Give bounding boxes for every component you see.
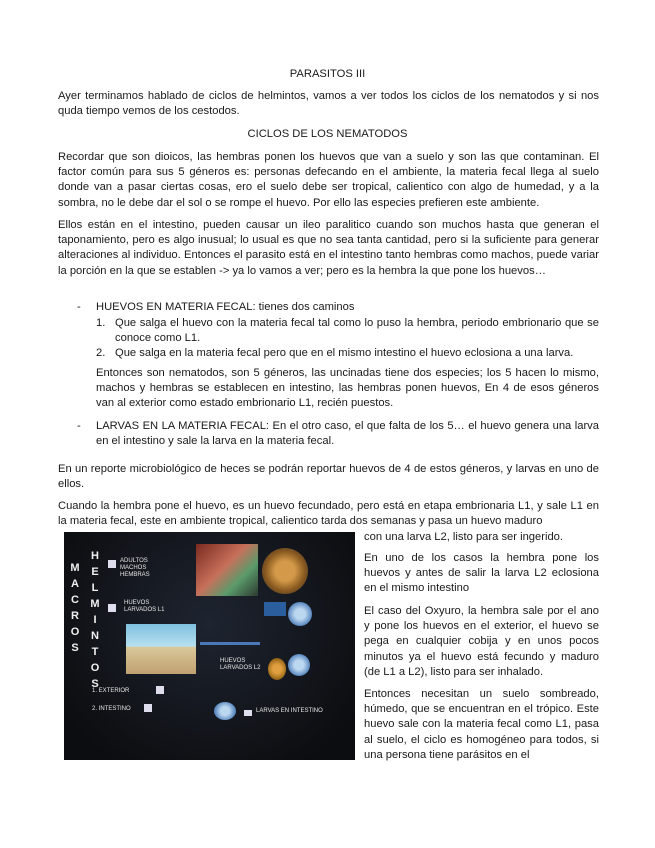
sublist-number: 1. [96, 317, 106, 329]
slide-label-adultos: ADULTOS MACHOS HEMBRAS [120, 558, 150, 578]
infinity-icon [214, 702, 236, 720]
infinity-icon [288, 654, 310, 676]
section-title: CICLOS DE LOS NEMATODOS [247, 128, 408, 140]
arrow-icon [144, 704, 152, 712]
worm-photo [196, 544, 258, 596]
list-note: Entonces son nematodos, son 5 géneros, las uncinadas tiene dos especies; los 5 hacen lo mismo, machos y hembras se establecen en intestino, las hembras ponen huevos, En 4 de esos géneros van al exterior como estado embrionario L1, recién puestos. [96, 367, 599, 410]
larva-egg-icon [268, 658, 286, 680]
connector-line [200, 642, 260, 645]
slide-letter: L [91, 582, 99, 594]
slide-letter: M [70, 562, 80, 574]
slide-letter: S [91, 678, 99, 690]
sublist-number: 2. [96, 347, 106, 359]
slide-letter: T [91, 646, 99, 658]
bullet-dash: - [77, 420, 81, 432]
paragraph-reporte [58, 462, 599, 492]
child-illustration [126, 624, 196, 674]
paragraph-suelo: Entonces necesitan un suelo sombreado, húmedo, que se encuentran en el trópico. Este huevo sale con la materia fecal como L1, pasa al suelo, el ciclo es homogéneo para todos, si una persona tiene parásitos en el [364, 688, 599, 761]
slide-letter: C [71, 594, 79, 606]
slide-letter: A [71, 578, 79, 590]
paragraph-dioicos: Recordar que son dioicos, las hembras ponen los huevos que van a suelo y son las que contaminan. El factor común para sus 5 géneros es: personas defecando en el ambiente, la materia fecal llega al suelo donde van a pasar ciertas cosas, ero el suelo debe ser tropical, calientico con algo de humedad, y a la sombra, no le debe dar el sol o se rompe el huevo. Por ello las especies prefieren este ambiente. [58, 151, 599, 209]
slide-label-2: 2. INTESTINO [92, 706, 131, 712]
slide-label-huevos: HUEVOS LARVADOS L1 [124, 600, 165, 613]
slide-label-huevos-l2: HUEVOS LARVADOS L2 [220, 658, 261, 671]
sublist-item: Que salga el huevo con la materia fecal tal como lo puso la hembra, periodo embrionario que se conoce como L1. [115, 317, 599, 345]
infinity-icon [288, 602, 312, 626]
slide-letter: E [91, 566, 99, 578]
slide-label-bottom: LARVAS EN INTESTINO [256, 708, 323, 714]
paragraph-caso-larva: En uno de los casos la hembra pone los huevos y antes de salir la larva L2 eclosiona en el mismo intestino [364, 552, 599, 595]
paragraph-intestino: Ellos están en el intestino, pueden causar un ileo paralitico cuando son muchos hasta que generan el taponamiento, pero es algo inusual; lo usual es que no sea tanta cantidad, pero si la suficiente para generar alteraciones al individuo. Entonces el parasito está en el intestino tanto hembras como machos, puede variar la porción en la que se establen -> ya lo vamos a ver; pero es la hembra la que pone los huevos… [58, 219, 599, 277]
slide-letter: O [70, 626, 80, 638]
arrow-icon [244, 710, 252, 716]
sublist-item: Que salga en la materia fecal pero que en el mismo intestino el huevo eclosiona a una larva. [115, 347, 574, 359]
slide-letter: O [90, 662, 100, 674]
paragraph-reporte-text: En un reporte microbiológico de heces se podrán reportar huevos de 4 de estos géneros, y larvas en uno de ellos. [58, 463, 599, 491]
egg-photo [262, 548, 308, 594]
arrow-icon [108, 604, 116, 612]
paragraph-oxyuro: El caso del Oxyuro, la hembra sale por el ano y pone los huevos en el exterior, el huevo se pega en cualquier cobija y en unos pocos minutos ya el huevo está fecundo y maduro (de L1 a L2), listo para ser inhalado. [364, 605, 599, 678]
slide-letter: N [91, 630, 99, 642]
lecture-slide-photo [64, 532, 355, 760]
slide-letter: M [90, 598, 100, 610]
slide-letter: H [91, 550, 99, 562]
paragraph-hembra: Cuando la hembra pone el huevo, es un huevo fecundado, pero está en etapa embrionaria L1, y sale L1 en la materia fecal, este en ambiente tropical, calientico tarda dos semanas y pasa un huevo maduro [58, 500, 599, 528]
slide-label-1: 1. EXTERIOR [92, 688, 130, 694]
intro-paragraph: Ayer terminamos hablado de ciclos de helmintos, vamos a ver todos los ciclos de los nematodos y si nos quda tiempo vemos de los cestodos. [58, 90, 599, 118]
slide-letter: S [71, 642, 79, 654]
arrow-right-icon [264, 602, 286, 616]
slide-letter: I [93, 614, 97, 626]
arrow-icon [108, 560, 116, 568]
paragraph-hembra-cont: con una larva L2, listo para ser ingerido. [364, 531, 564, 543]
bullet-dash: - [77, 301, 81, 313]
page-title: PARASITOS III [289, 68, 366, 80]
list-item-huevos: HUEVOS EN MATERIA FECAL: tienes dos caminos [96, 301, 355, 313]
list-item-larvas: LARVAS EN LA MATERIA FECAL: En el otro caso, el que falta de los 5… el huevo genera una larva en el intestino y sale la larva en la materia fecal. [96, 420, 599, 448]
slide-letter: R [71, 610, 79, 622]
arrow-icon [156, 686, 164, 694]
